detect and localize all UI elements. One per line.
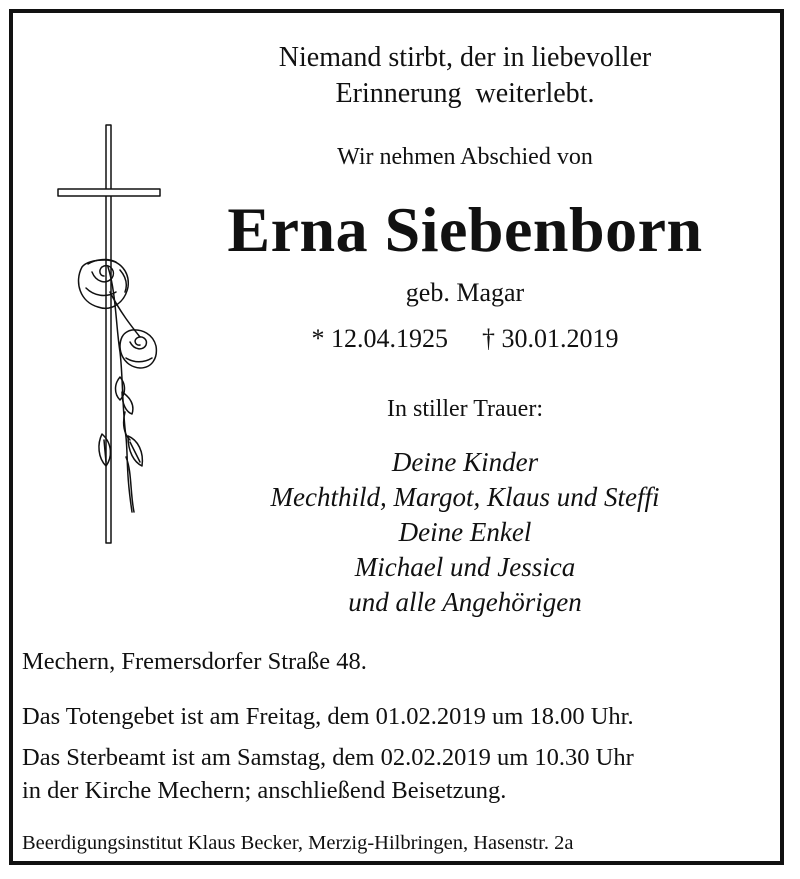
requiem-service: Das Sterbeamt ist am Samstag, dem 02.02.2019 um 10.30 Uhr [22, 744, 634, 771]
quote-line-1: Niemand stirbt, der in liebevoller [278, 42, 652, 73]
family-list [180, 445, 750, 620]
family-line: und alle Angehörigen [348, 587, 582, 617]
family-line: Deine Enkel [398, 517, 532, 547]
quote-line-2: Erinnerung weiterlebt. [335, 78, 595, 109]
burial-info: in der Kirche Mechern; anschließend Beisetzung. [22, 777, 507, 804]
maiden-name: geb. Magar [405, 278, 525, 307]
deceased-name: Erna Siebenborn [227, 194, 703, 265]
family-line: Michael und Jessica [354, 552, 576, 582]
farewell-intro: Wir nehmen Abschied von [337, 144, 593, 170]
memorial-quote [180, 40, 750, 112]
death-date: † 30.01.2019 [482, 324, 619, 353]
family-line: Mechthild, Margot, Klaus und Steffi [270, 482, 660, 512]
cross-with-roses-icon [50, 122, 170, 547]
mourning-intro: In stiller Trauer: [387, 396, 543, 422]
birth-date: * 12.04.1925 [311, 324, 448, 353]
family-line: Deine Kinder [391, 447, 539, 477]
life-dates [180, 321, 750, 357]
prayer-service: Das Totengebet ist am Freitag, dem 01.02.2019 um 18.00 Uhr. [22, 703, 634, 730]
funeral-home: Beerdigungsinstitut Klaus Becker, Merzig-Hilbringen, Hasenstr. 2a [22, 832, 574, 854]
home-address: Mechern, Fremersdorfer Straße 48. [22, 648, 367, 675]
